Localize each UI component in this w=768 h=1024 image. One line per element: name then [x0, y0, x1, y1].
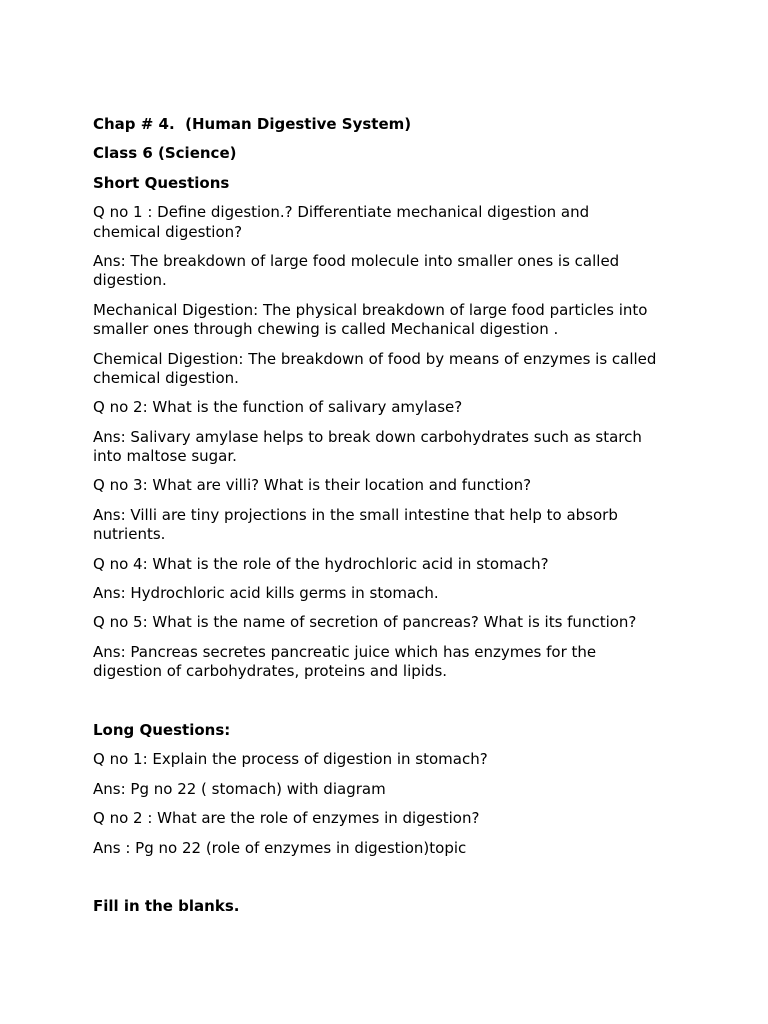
text-line: chemical digestion?	[93, 222, 243, 241]
text-line: digestion.	[93, 271, 167, 290]
blank-line	[93, 868, 728, 887]
text-line: Ans: The breakdown of large food molecule into smaller ones is called	[93, 251, 620, 270]
document-body	[93, 115, 728, 927]
mechanical-digestion-definition	[93, 301, 728, 340]
long-answer-1	[93, 780, 728, 799]
long-questions-heading	[93, 721, 728, 740]
text-line: Class 6 (Science)	[93, 144, 237, 163]
text-line: Short Questions	[93, 173, 230, 192]
long-question-1	[93, 750, 728, 769]
blank-line	[93, 692, 728, 711]
text-line: Q no 3: What are villi? What is their location and function?	[93, 476, 532, 495]
short-questions-heading	[93, 174, 728, 193]
short-answer-3	[93, 506, 728, 545]
short-question-4	[93, 555, 728, 574]
text-line: nutrients.	[93, 525, 166, 544]
text-line: Q no 2: What is the function of salivary amylase?	[93, 398, 463, 417]
text-line: Fill in the blanks.	[93, 897, 240, 916]
short-answer-5	[93, 643, 728, 682]
short-answer-1	[93, 252, 728, 291]
short-question-2	[93, 398, 728, 417]
text-line: smaller ones through chewing is called Mechanical digestion .	[93, 320, 559, 339]
long-question-2	[93, 809, 728, 828]
text-line: Ans: Pancreas secretes pancreatic juice which has enzymes for the	[93, 642, 597, 661]
short-question-3	[93, 476, 728, 495]
short-question-5	[93, 613, 728, 632]
short-answer-4	[93, 584, 728, 603]
chapter-title	[93, 115, 728, 134]
class-label	[93, 144, 728, 163]
text-line: Long Questions:	[93, 720, 231, 739]
text-line: Chemical Digestion: The breakdown of food by means of enzymes is called	[93, 349, 657, 368]
fill-in-the-blanks-heading	[93, 897, 728, 916]
short-answer-2	[93, 428, 728, 467]
text-line: Mechanical Digestion: The physical breakdown of large food particles into	[93, 300, 648, 319]
chemical-digestion-definition	[93, 350, 728, 389]
text-line: chemical digestion.	[93, 368, 239, 387]
text-line: Q no 1 : Define digestion.? Differentiate mechanical digestion and	[93, 203, 590, 222]
text-line: Q no 5: What is the name of secretion of pancreas? What is its function?	[93, 613, 637, 632]
text-line: Q no 2 : What are the role of enzymes in digestion?	[93, 809, 480, 828]
short-question-1	[93, 203, 728, 242]
text-line: Q no 4: What is the role of the hydrochloric acid in stomach?	[93, 554, 549, 573]
text-line: digestion of carbohydrates, proteins and lipids.	[93, 662, 448, 681]
long-answer-2	[93, 839, 728, 858]
text-line: Chap # 4. (Human Digestive System)	[93, 115, 412, 133]
text-line: Ans: Salivary amylase helps to break down carbohydrates such as starch	[93, 427, 642, 446]
text-line: Ans: Hydrochloric acid kills germs in stomach.	[93, 584, 439, 603]
text-line: into maltose sugar.	[93, 447, 237, 466]
text-line: Ans : Pg no 22 (role of enzymes in digestion)topic	[93, 838, 467, 857]
text-line: Ans: Pg no 22 ( stomach) with diagram	[93, 779, 386, 798]
text-line: Q no 1: Explain the process of digestion in stomach?	[93, 750, 488, 769]
text-line: Ans: Villi are tiny projections in the small intestine that help to absorb	[93, 505, 618, 524]
